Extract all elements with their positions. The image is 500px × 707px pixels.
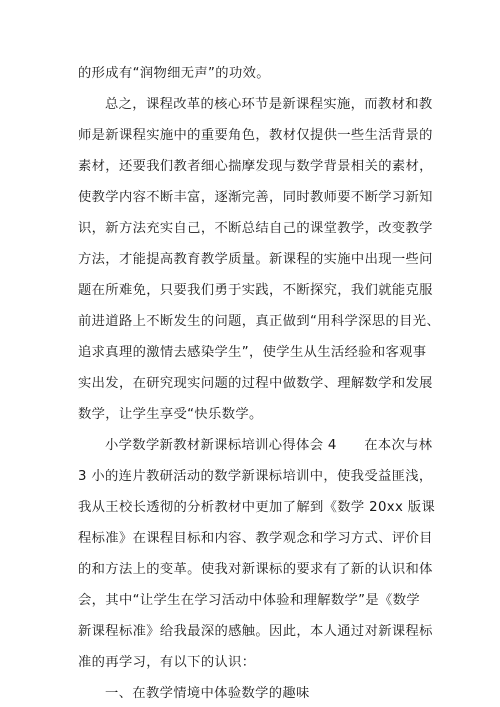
text-line: 追求真理的激情去感染学生”，使学生从生活经验和客观事 [78,345,427,360]
text-line: 3 小的连片教研活动的数学新课标培训中，使我受益匪浅， [78,469,433,484]
text-line: 素材，还要我们教者细心揣摩发现与数学背景相关的素材， [78,159,433,174]
section-heading-line: 小学数学新教材新课标培训心得体会 4 在本次与林 [105,438,433,453]
text-line: 题在所难免，只要我们勇于实践，不断探究，我们就能克服 [78,283,433,298]
text-line: 的和方法上的变革。使我对新课标的要求有了新的认识和体 [78,562,433,577]
text-line: 的形成有“润物细无声”的功效。 [78,66,270,81]
text-line: 使教学内容不断丰富，逐渐完善，同时教师要不断学习新知 [78,190,433,205]
text-line: 会，其中“让学生在学习活动中体验和理解数学”是《数学 [78,593,421,608]
text-line: 准的再学习，有以下的认识： [78,655,256,670]
text-line: 识，新方法充实自己，不断总结自己的课堂教学，改变教学 [78,221,433,236]
paragraph-line: 总之，课程改革的核心环节是新课程实施，而教材和教 [105,97,433,112]
text-line: 我从王校长透彻的分析教材中更加了解到《数学 20xx 版课 [78,500,436,515]
text-line: 前进道路上不断发生的问题，真正做到“用科学深思的目光、 [78,314,441,329]
subheading-line: 一、在教学情境中体验数学的趣味 [105,686,310,701]
text-line: 新课程标准》给我最深的感触。因此，本人通过对新课程标 [78,624,433,639]
text-line: 程标准》在课程目标和内容、教学观念和学习方式、评价目 [78,531,433,546]
text-line: 方法，才能提高教育教学质量。新课程的实施中出现一些问 [78,252,433,267]
text-line: 实出发，在研究现实问题的过程中做数学、理解数学和发展 [78,376,433,391]
text-line: 师是新课程实施中的重要角色，教材仅提供一些生活背景的 [78,128,433,143]
text-line: 数学，让学生享受“快乐数学。 [78,407,263,422]
